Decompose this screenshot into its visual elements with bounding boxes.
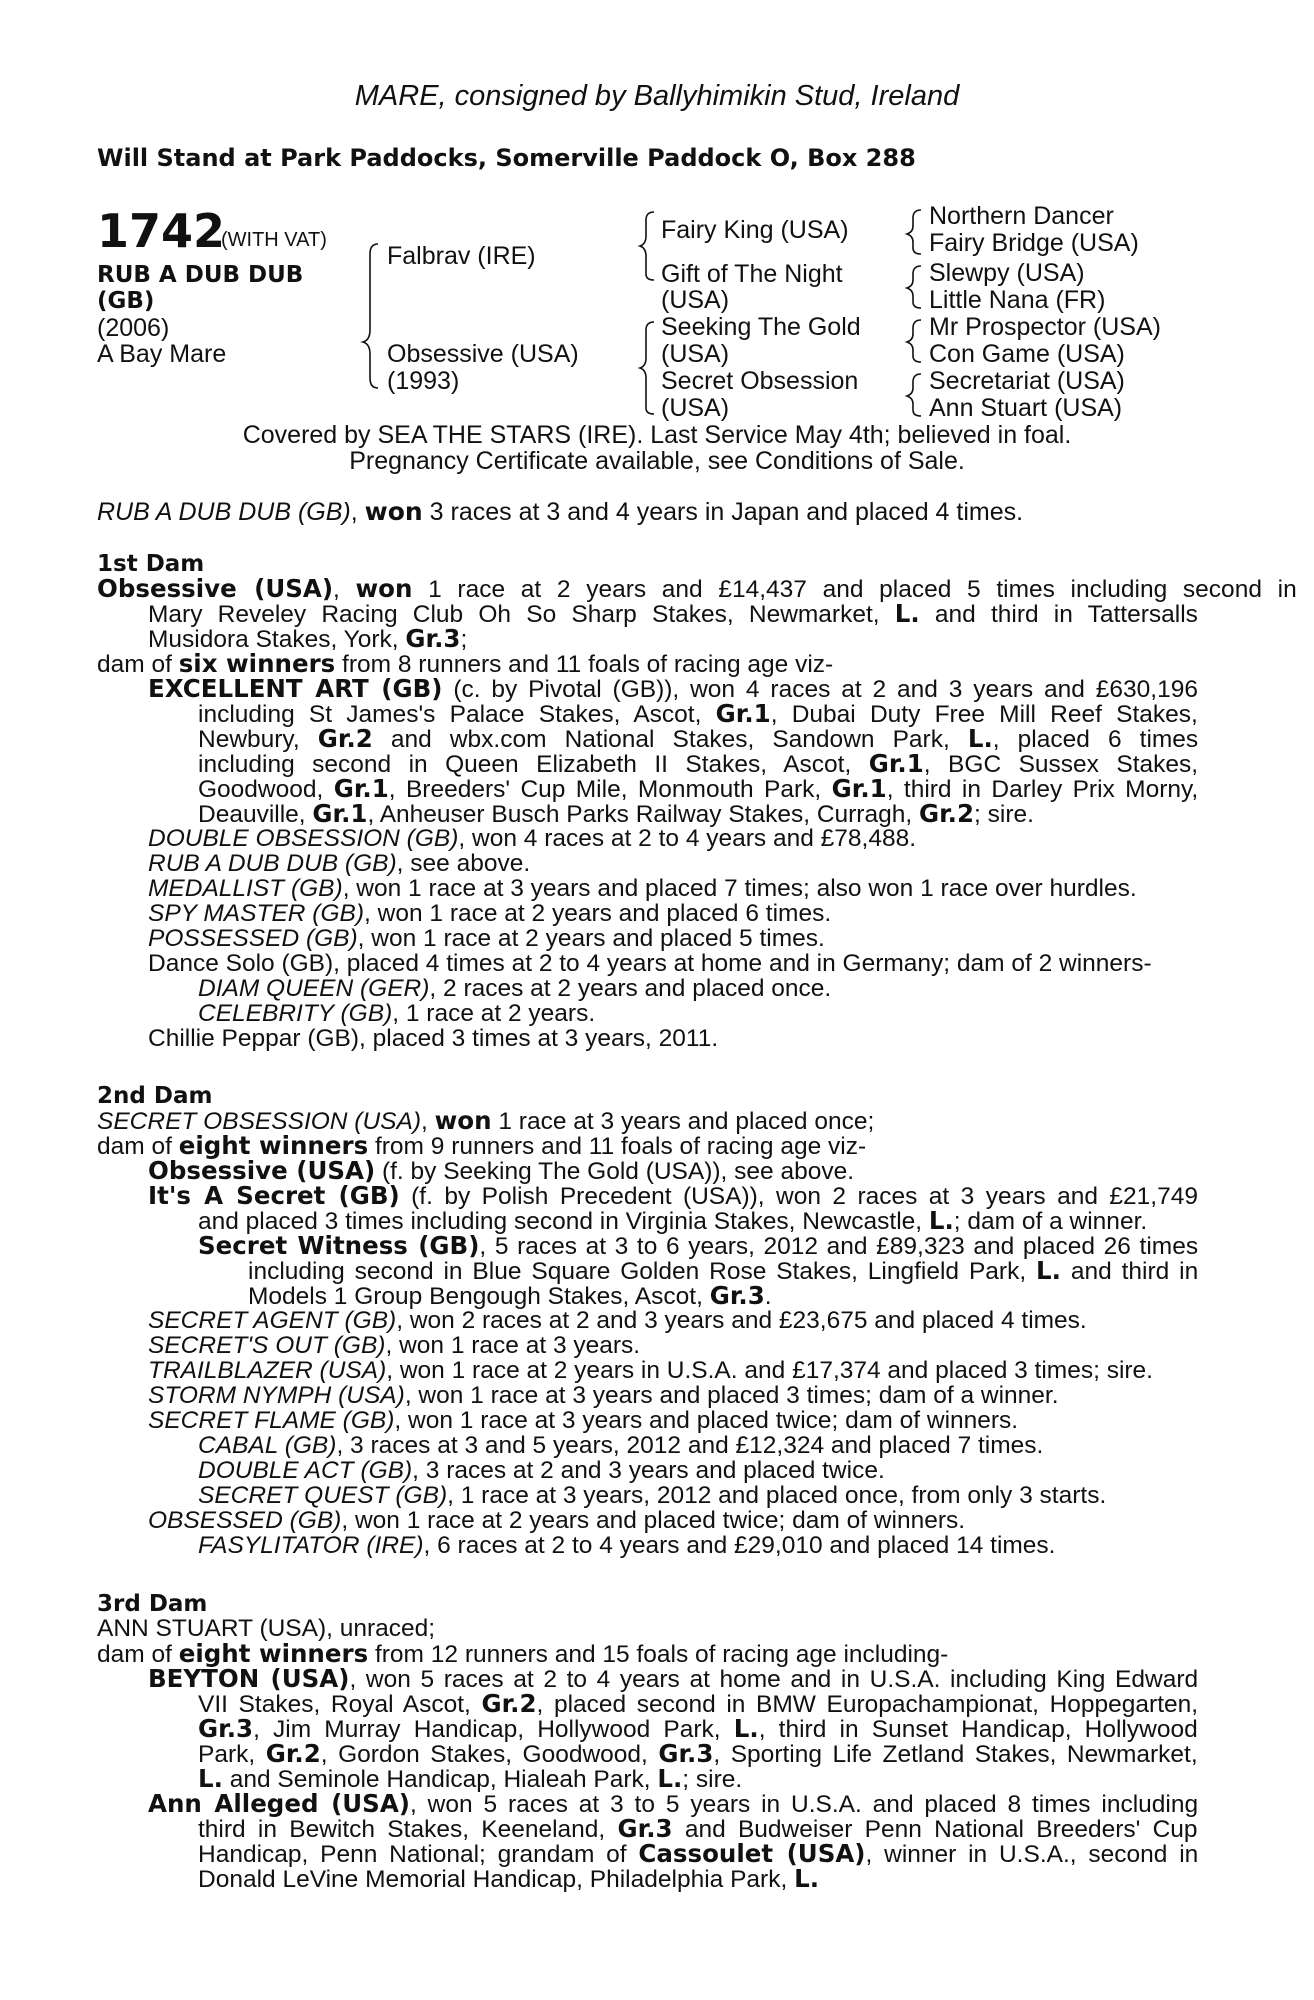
lot-number: 1742 bbox=[97, 204, 226, 258]
text-segment: L. bbox=[1036, 1256, 1061, 1285]
second-dam-heading: 2nd Dam bbox=[97, 1083, 213, 1109]
text-segment: , Gordon Stakes, Goodwood, bbox=[320, 1741, 659, 1768]
text-segment: FASYLITATOR (IRE) bbox=[198, 1532, 424, 1559]
pedigree-gen3-6: Con Game (USA) bbox=[929, 340, 1125, 368]
horse-description: A Bay Mare bbox=[97, 340, 227, 368]
text-segment: dam of bbox=[97, 1133, 179, 1160]
text-segment: It's A Secret (GB) bbox=[148, 1181, 400, 1210]
text-segment: Gr.2 bbox=[481, 1689, 537, 1718]
pedigree-dam-sire-line1: Seeking The Gold bbox=[661, 313, 861, 341]
pedigree-gen3-7: Secretariat (USA) bbox=[929, 367, 1125, 395]
text-segment: 1 race at 3 years and placed once; bbox=[491, 1108, 875, 1135]
dam1-l7 bbox=[198, 726, 1198, 753]
dam1-l16 bbox=[148, 951, 1152, 977]
dam1-l2 bbox=[148, 601, 1198, 628]
text-segment: Newbury, bbox=[198, 726, 318, 753]
dam2-l10 bbox=[148, 1333, 640, 1359]
text-segment: L. bbox=[967, 724, 993, 753]
text-segment: DIAM QUEEN (GER) bbox=[198, 975, 430, 1002]
dam1-l19 bbox=[148, 1026, 718, 1052]
text-segment: won bbox=[434, 1106, 492, 1135]
horse-name-line1: RUB A DUB DUB bbox=[97, 262, 304, 288]
dam3-l6 bbox=[198, 1741, 1198, 1768]
dam2-l13 bbox=[148, 1408, 1018, 1434]
text-segment: , Anheuser Busch Parks Railway Stakes, Curragh, bbox=[367, 801, 919, 828]
text-segment: Gr.2 bbox=[918, 799, 975, 828]
text-segment: Park, bbox=[198, 1741, 266, 1768]
text-segment: Obsessive (USA) bbox=[97, 574, 334, 603]
text-segment: Gr.2 bbox=[317, 724, 373, 753]
summary-won: won bbox=[364, 497, 423, 526]
stand-location: Will Stand at Park Paddocks, Somerville Paddock O, Box 288 bbox=[97, 144, 916, 172]
text-segment: Mary Reveley Racing Club Oh So Sharp Stakes, Newmarket, bbox=[148, 601, 895, 628]
text-segment: Cassoulet (USA) bbox=[638, 1839, 866, 1868]
text-segment: , 1 race at 2 years. bbox=[392, 1000, 596, 1027]
race-summary: RUB A DUB DUB (GB), won 3 races at 3 and 4 years in Japan and placed 4 times. bbox=[97, 497, 1024, 526]
dam2-l18 bbox=[198, 1533, 1055, 1559]
text-segment: Chillie Peppar (GB), placed 3 times at 3 years, 2011. bbox=[148, 1025, 719, 1052]
text-segment: dam of bbox=[97, 651, 179, 678]
pedigree-dam-line2: (1993) bbox=[387, 367, 460, 395]
third-dam-heading: 3rd Dam bbox=[97, 1591, 208, 1617]
dam1-l10 bbox=[198, 801, 1034, 828]
dam1-l14 bbox=[148, 901, 831, 927]
foaling-year: (2006) bbox=[97, 314, 170, 342]
text-segment: Gr.1 bbox=[312, 799, 368, 828]
text-segment: EXCELLENT ART (GB) bbox=[148, 674, 443, 703]
text-segment: and third in Tattersalls bbox=[919, 601, 1198, 628]
pedigree-gen3-4: Little Nana (FR) bbox=[929, 286, 1106, 314]
text-segment: , third in Darley Prix Morny, bbox=[886, 776, 1199, 803]
text-segment: SECRET OBSESSION (USA) bbox=[97, 1108, 422, 1135]
brace-gen3-3 bbox=[907, 320, 921, 362]
text-segment: CELEBRITY (GB) bbox=[198, 1000, 393, 1027]
pedigree-dam-dam-line1: Secret Obsession bbox=[661, 367, 859, 395]
dam3-l8 bbox=[148, 1791, 1198, 1818]
text-segment: CABAL (GB) bbox=[198, 1432, 337, 1459]
brace-gen3-4 bbox=[907, 374, 921, 416]
summary-text: 3 races at 3 and 4 years in Japan and placed 4 times. bbox=[422, 498, 1024, 526]
text-segment: six winners bbox=[178, 649, 336, 678]
text-segment: , won 1 race at 3 years and placed twice; dam of winners. bbox=[394, 1407, 1019, 1434]
text-segment: OBSESSED (GB) bbox=[148, 1507, 342, 1534]
dam3-l10 bbox=[198, 1841, 1198, 1868]
text-segment: Models 1 Group Bengough Stakes, Ascot, bbox=[248, 1283, 710, 1310]
text-segment: ; sire. bbox=[974, 801, 1034, 828]
text-segment: , bbox=[333, 576, 356, 603]
text-segment: Gr.1 bbox=[333, 774, 389, 803]
text-segment: Secret Witness (GB) bbox=[198, 1231, 480, 1260]
text-segment: Gr.1 bbox=[868, 749, 924, 778]
text-segment: DOUBLE ACT (GB) bbox=[198, 1457, 413, 1484]
text-segment: , won 1 race at 3 years. bbox=[385, 1332, 641, 1359]
text-segment: L. bbox=[198, 1764, 223, 1793]
text-segment: , see above. bbox=[396, 850, 531, 877]
text-segment: , 5 races at 3 to 6 years, 2012 and £89,323 and placed 26 times bbox=[479, 1233, 1199, 1260]
text-segment: Gr.3 bbox=[658, 1739, 714, 1768]
pedigree-sire-sire: Fairy King (USA) bbox=[661, 216, 849, 244]
pedigree-sire-dam-line1: Gift of The Night bbox=[661, 260, 843, 288]
pedigree-dam-sire-line2: (USA) bbox=[661, 340, 730, 368]
text-segment: . bbox=[764, 1283, 772, 1310]
text-segment: , won 1 race at 2 years and placed 6 times. bbox=[364, 900, 832, 927]
dam1-l13 bbox=[148, 876, 1137, 902]
text-segment: Obsessive (USA) bbox=[148, 1156, 376, 1185]
text-segment: , 6 races at 2 to 4 years and £29,010 and placed 14 times. bbox=[423, 1532, 1056, 1559]
brace-gen1 bbox=[363, 244, 378, 388]
text-segment: L. bbox=[894, 599, 920, 628]
text-segment: RUB A DUB DUB (GB) bbox=[148, 850, 397, 877]
text-segment: Goodwood, bbox=[198, 776, 334, 803]
text-segment: , placed second in BMW Europachampionat, Hoppegarten, bbox=[536, 1691, 1199, 1718]
text-segment: Donald LeVine Memorial Handicap, Philadelphia Park, bbox=[198, 1866, 795, 1893]
text-segment: , won 5 races at 2 to 4 years at home and in U.S.A. including King Edward bbox=[349, 1666, 1199, 1693]
pedigree-gen3-3: Slewpy (USA) bbox=[929, 259, 1085, 287]
brace-gen2-sire bbox=[640, 212, 654, 280]
text-segment: , winner in U.S.A., second in bbox=[865, 1841, 1199, 1868]
text-segment: Dance Solo (GB), placed 4 times at 2 to 4 years at home and in Germany; dam of 2 winners- bbox=[148, 950, 1152, 977]
pedigree-dam-line1: Obsessive (USA) bbox=[387, 340, 579, 368]
text-segment: and third in bbox=[1060, 1258, 1199, 1285]
text-segment: , bbox=[421, 1108, 435, 1135]
pedigree-gen3-8: Ann Stuart (USA) bbox=[929, 394, 1123, 422]
dam1-l17 bbox=[198, 976, 831, 1002]
text-segment: , placed 6 times bbox=[992, 726, 1199, 753]
text-segment: ; dam of a winner. bbox=[953, 1208, 1148, 1235]
first-dam-heading: 1st Dam bbox=[97, 551, 205, 577]
text-segment: Gr.2 bbox=[265, 1739, 321, 1768]
text-segment: , 3 races at 3 and 5 years, 2012 and £12,324 and placed 7 times. bbox=[336, 1432, 1044, 1459]
text-segment: ANN STUART (USA), unraced; bbox=[97, 1615, 436, 1642]
summary-horse-name: RUB A DUB DUB (GB) bbox=[97, 498, 351, 526]
text-segment: Musidora Stakes, York, bbox=[148, 626, 406, 653]
text-segment: , won 2 races at 2 and 3 years and £23,675 and placed 4 times. bbox=[396, 1307, 1087, 1334]
text-segment: , Jim Murray Handicap, Hollywood Park, bbox=[253, 1716, 734, 1743]
dam1-l12 bbox=[148, 851, 530, 877]
text-segment: , won 1 race at 3 years and placed 7 times; also won 1 race over hurdles. bbox=[342, 875, 1137, 902]
text-segment: , won 1 race at 2 years and placed 5 times. bbox=[357, 925, 825, 952]
text-segment: , won 1 race at 2 years and placed twice; dam of winners. bbox=[341, 1507, 966, 1534]
text-segment: and Seminole Handicap, Hialeah Park, bbox=[222, 1766, 658, 1793]
text-segment: , 1 race at 3 years, 2012 and placed once, from only 3 starts. bbox=[447, 1482, 1107, 1509]
text-segment: (f. by Polish Precedent (USA)), won 2 races at 3 years and £21,749 bbox=[399, 1183, 1198, 1210]
dam2-l17 bbox=[148, 1508, 965, 1534]
text-segment: from 9 runners and 11 foals of racing age viz- bbox=[368, 1133, 867, 1160]
text-segment: L. bbox=[928, 1206, 954, 1235]
brace-gen2-dam bbox=[640, 322, 654, 414]
text-segment: including St James's Palace Stakes, Ascot, bbox=[198, 701, 716, 728]
pedigree-sire-dam-line2: (USA) bbox=[661, 286, 730, 314]
text-segment: ; bbox=[460, 626, 468, 653]
text-segment: from 8 runners and 11 foals of racing age viz- bbox=[335, 651, 834, 678]
dam2-l8 bbox=[248, 1283, 772, 1310]
text-segment: SECRET'S OUT (GB) bbox=[148, 1332, 386, 1359]
text-segment: L. bbox=[794, 1864, 819, 1893]
text-segment: won bbox=[355, 574, 413, 603]
text-segment: Gr.3 bbox=[709, 1281, 765, 1310]
pedigree-dam-dam-line2: (USA) bbox=[661, 394, 730, 422]
dam2-l9 bbox=[148, 1308, 1087, 1334]
text-segment: STORM NYMPH (USA) bbox=[148, 1382, 405, 1409]
dam2-l12 bbox=[148, 1383, 1059, 1409]
text-segment: eight winners bbox=[178, 1639, 369, 1668]
text-segment: , third in Sunset Handicap, Hollywood bbox=[758, 1716, 1198, 1743]
text-segment: , Sporting Life Zetland Stakes, Newmarket, bbox=[713, 1741, 1198, 1768]
dam1-l5 bbox=[148, 676, 1198, 703]
dam1-l15 bbox=[148, 926, 825, 952]
text-segment: SECRET QUEST (GB) bbox=[198, 1482, 448, 1509]
text-segment: from 12 runners and 15 foals of racing age including- bbox=[368, 1641, 949, 1668]
dam2-l15 bbox=[198, 1458, 885, 1484]
text-segment: and placed 3 times including second in Virginia Stakes, Newcastle, bbox=[198, 1208, 929, 1235]
text-segment: L. bbox=[657, 1764, 683, 1793]
text-segment: including second in Blue Square Golden Rose Stakes, Lingfield Park, bbox=[248, 1258, 1037, 1285]
text-segment: Ann Alleged (USA) bbox=[148, 1789, 410, 1818]
text-segment: Handicap, Penn National; grandam of bbox=[198, 1841, 639, 1868]
text-segment: (f. by Seeking The Gold (USA)), see above. bbox=[375, 1158, 855, 1185]
text-segment: and Budweiser Penn National Breeders' Cup bbox=[672, 1816, 1198, 1843]
dam3-l11 bbox=[198, 1866, 819, 1893]
text-segment: , won 5 races at 3 to 5 years in U.S.A. and placed 8 times including bbox=[409, 1791, 1199, 1818]
text-segment: (c. by Pivotal (GB)), won 4 races at 2 and 3 years and £630,196 bbox=[442, 676, 1198, 703]
text-segment: TRAILBLAZER (USA) bbox=[148, 1357, 387, 1384]
text-segment: Gr.3 bbox=[405, 624, 461, 653]
text-segment: , won 1 race at 2 years in U.S.A. and £17,374 and placed 3 times; sire. bbox=[386, 1357, 1153, 1384]
text-segment: VII Stakes, Royal Ascot, bbox=[198, 1691, 482, 1718]
covered-line1: Covered by SEA THE STARS (IRE). Last Service May 4th; believed in foal. bbox=[242, 421, 1072, 449]
pedigree-gen3-5: Mr Prospector (USA) bbox=[929, 313, 1161, 341]
text-segment: ; sire. bbox=[682, 1766, 743, 1793]
text-segment: Gr.1 bbox=[715, 699, 771, 728]
text-segment: POSSESSED (GB) bbox=[148, 925, 358, 952]
pedigree-gen3-2: Fairy Bridge (USA) bbox=[929, 229, 1139, 257]
pedigree-sire: Falbrav (IRE) bbox=[387, 242, 536, 270]
brace-gen3-2 bbox=[907, 266, 921, 308]
consignor-title: MARE, consigned by Ballyhimikin Stud, Ireland bbox=[354, 80, 960, 112]
dam3-l4 bbox=[198, 1691, 1198, 1718]
text-segment: , Breeders' Cup Mile, Monmouth Park, bbox=[388, 776, 832, 803]
brace-gen3-1 bbox=[907, 210, 921, 254]
text-segment: DOUBLE OBSESSION (GB) bbox=[148, 825, 459, 852]
dam2-l16 bbox=[198, 1483, 1106, 1509]
pedigree-gen3-1: Northern Dancer bbox=[929, 202, 1114, 230]
text-segment: , BGC Sussex Stakes, bbox=[923, 751, 1199, 778]
text-segment: dam of bbox=[97, 1641, 179, 1668]
dam1-l11 bbox=[148, 826, 916, 852]
text-segment: SECRET AGENT (GB) bbox=[148, 1307, 397, 1334]
text-segment: 1 race at 2 years and £14,437 and placed 5 times including second in bbox=[412, 576, 1297, 603]
text-segment: L. bbox=[733, 1714, 759, 1743]
dam2-l4 bbox=[148, 1183, 1198, 1210]
text-segment: , won 1 race at 3 years and placed 3 times; dam of a winner. bbox=[404, 1382, 1059, 1409]
text-segment: MEDALLIST (GB) bbox=[148, 875, 343, 902]
text-segment: Gr.1 bbox=[831, 774, 887, 803]
text-segment: Gr.3 bbox=[198, 1714, 254, 1743]
text-segment: BEYTON (USA) bbox=[148, 1664, 350, 1693]
text-segment: , Dubai Duty Free Mill Reef Stakes, bbox=[770, 701, 1198, 728]
dam1-l18 bbox=[198, 1001, 595, 1027]
text-segment: eight winners bbox=[178, 1131, 369, 1160]
text-segment: third in Bewitch Stakes, Keeneland, bbox=[198, 1816, 618, 1843]
text-segment: including second in Queen Elizabeth II Stakes, Ascot, bbox=[198, 751, 869, 778]
dam3-l3 bbox=[148, 1666, 1198, 1693]
covered-line2: Pregnancy Certificate available, see Conditions of Sale. bbox=[349, 447, 965, 475]
text-segment: , 2 races at 2 years and placed once. bbox=[429, 975, 832, 1002]
text-segment: SPY MASTER (GB) bbox=[148, 900, 365, 927]
text-segment: and wbx.com National Stakes, Sandown Park, bbox=[372, 726, 968, 753]
horse-name-line2: (GB) bbox=[97, 288, 155, 314]
text-segment: , 3 races at 2 and 3 years and placed twice. bbox=[412, 1457, 885, 1484]
dam1-l1 bbox=[97, 576, 1297, 603]
text-segment: Gr.3 bbox=[617, 1814, 673, 1843]
vat-note: (WITH VAT) bbox=[221, 229, 327, 251]
dam2-l11 bbox=[148, 1358, 1153, 1384]
text-segment: Deauville, bbox=[198, 801, 313, 828]
text-segment: SECRET FLAME (GB) bbox=[148, 1407, 395, 1434]
dam2-l14 bbox=[198, 1433, 1043, 1459]
text-segment: , won 4 races at 2 to 4 years and £78,488. bbox=[458, 825, 917, 852]
